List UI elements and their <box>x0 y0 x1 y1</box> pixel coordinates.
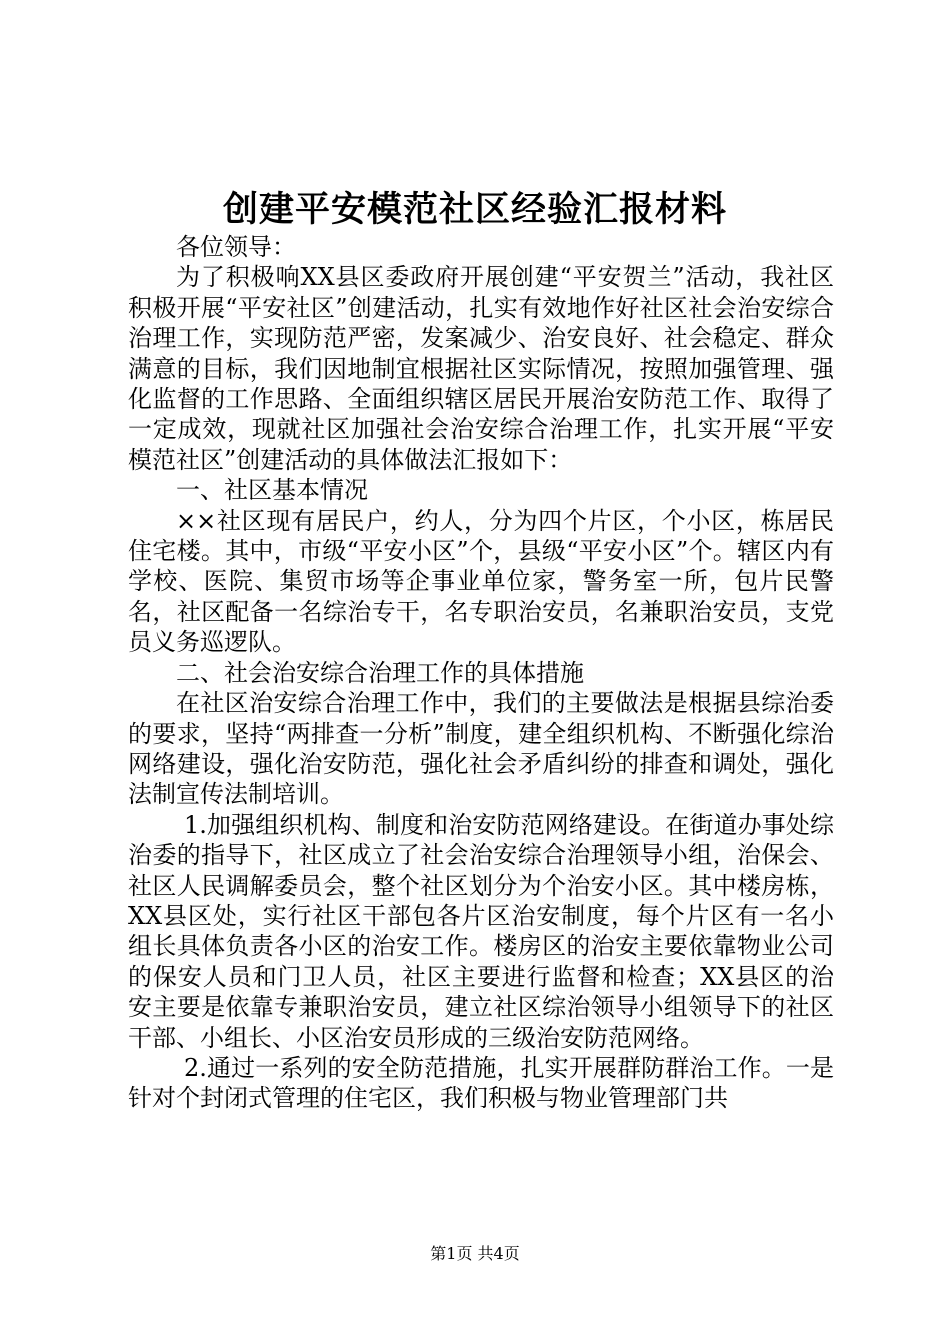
page-footer: 第1页 共4页 <box>430 1244 520 1263</box>
measure-2-paragraph: 2.通过一系列的安全防范措施，扎实开展群防群治工作。一是针对个封闭式管理的住宅区，我们积极与物业管理部门共 <box>128 1053 834 1113</box>
section-heading-1: 一、社区基本情况 <box>176 476 368 505</box>
measure-1-paragraph: 1.加强组织机构、制度和治安防范网络建设。在街道办事处综治委的指导下，社区成立了社会治安综合治理领导小组，治保会、社区人民调解委员会，整个社区划分为个治安小区。其中楼房栋，XX县区处，实行社区干部包各片区治安制度，每个片区有一名小组长具体负责各小区的治安工作。楼房区的治安主要依靠物业公司的保安人员和门卫人员，社区主要进行监督和检查；XX县区的治安主要是依靠专兼职治安员，建立社区综治领导小组领导下的社区干部、小组长、小区治安员形成的三级治安防范网络。 <box>128 810 834 1052</box>
section-heading-2: 二、社会治安综合治理工作的具体措施 <box>176 658 584 687</box>
measures-paragraph: 在社区治安综合治理工作中，我们的主要做法是根据县综治委的要求，坚持“两排查一分析”制度，建全组织机构、不断强化综治网络建设，强化治安防范，强化社会矛盾纠纷的排查和调处，强化法制宣传法制培训。 <box>128 689 834 809</box>
basic-info-paragraph: ××社区现有居民户，约人，分为四个片区，个小区，栋居民住宅楼。其中，市级“平安小区”个，县级“平安小区”个。辖区内有学校、医院、集贸市场等企事业单位家，警务室一所，包片民警名，社区配备一名综治专干，名专职治安员，名兼职治安员，支党员义务巡逻队。 <box>128 506 834 657</box>
intro-paragraph: 为了积极响XX县区委政府开展创建“平安贺兰”活动，我社区积极开展“平安社区”创建活动，扎实有效地作好社区社会治安综合治理工作，实现防范严密，发案减少、治安良好、社会稳定、群众满意的目标，我们因地制宜根据社区实际情况，按照加强管理、强化监督的工作思路、全面组织辖区居民开展治安防范工作、取得了一定成效，现就社区加强社会治安综合治理工作，扎实开展“平安模范社区”创建活动的具体做法汇报如下： <box>128 263 834 474</box>
document-title: 创建平安模范社区经验汇报材料 <box>222 189 727 230</box>
document-body <box>128 232 834 1114</box>
salutation-paragraph: 各位领导： <box>176 233 296 261</box>
